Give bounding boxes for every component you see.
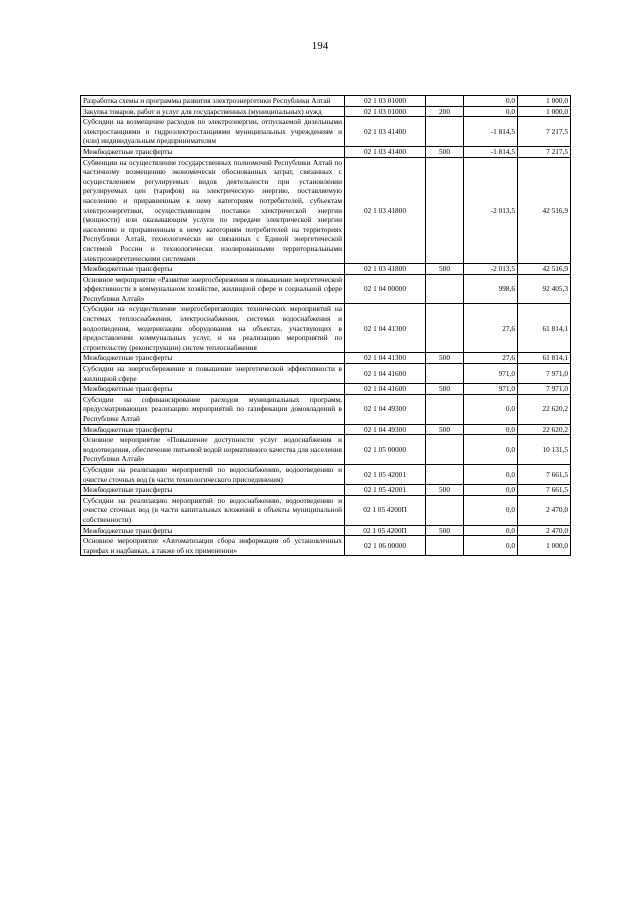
row-change: 0,0 [464,536,518,556]
table-row [81,384,571,395]
row-expense-type: 500 [426,353,464,364]
row-name: Разработка схемы и программы развития электроэнергетики Республики Алтай [81,96,345,107]
row-change: 0,0 [464,435,518,465]
row-name: Субсидии на реализацию мероприятий по водоснабжению, водоотведению и очистке сточных вод (в части капитальных вложений в объекты муниципальной собственности) [81,495,345,525]
row-code: 02 1 04 41300 [345,304,426,353]
row-code: 02 1 03 41800 [345,157,426,264]
row-name: Субсидии на энергосбережение и повышение энергетической эффективности в жилищной сфере [81,364,345,384]
row-total: 42 516,9 [518,157,571,264]
row-name: Межбюджетные трансферты [81,384,345,395]
row-total: 61 814,1 [518,353,571,364]
row-expense-type [426,495,464,525]
row-code: 02 1 04 49300 [345,394,426,424]
row-name: Закупка товаров, работ и услуг для государственных (муниципальных) нужд [81,106,345,117]
row-expense-type [426,304,464,353]
row-total: 1 000,0 [518,536,571,556]
row-total: 7 971,0 [518,384,571,395]
row-code: 02 1 04 41600 [345,384,426,395]
row-expense-type [426,394,464,424]
row-code: 02 1 04 49300 [345,424,426,435]
table-row [81,117,571,147]
row-code: 02 1 03 41800 [345,264,426,275]
row-change: -1 814,5 [464,117,518,147]
row-expense-type: 500 [426,424,464,435]
row-change: 0,0 [464,495,518,525]
table-row [81,485,571,496]
row-expense-type: 200 [426,106,464,117]
table-row [81,264,571,275]
row-change: -2 013,5 [464,157,518,264]
row-total: 22 620,2 [518,394,571,424]
row-name: Межбюджетные трансферты [81,424,345,435]
row-total: 7 217,5 [518,117,571,147]
row-change: 0,0 [464,464,518,484]
row-code: 02 1 03 01000 [345,96,426,107]
page-number: 194 [311,40,329,52]
table-row [81,424,571,435]
row-name: Межбюджетные трансферты [81,525,345,536]
row-total: 1 000,0 [518,106,571,117]
table-row [81,495,571,525]
table-row [81,146,571,157]
row-name: Субсидии на софинансирование расходов муниципальных программ, предусматривающих реализацию мероприятий по газификации домовладений в Республике Алтай [81,394,345,424]
table-row [81,157,571,264]
row-code: 02 1 05 42001 [345,485,426,496]
row-change: 27,6 [464,353,518,364]
row-change: 27,6 [464,304,518,353]
row-code: 02 1 03 41400 [345,117,426,147]
row-code: 02 1 03 41400 [345,146,426,157]
row-name: Субсидии на возмещение расходов по электроэнергии, отпускаемой дизельными электростанциями и гидроэлектростанциями муниципальных учреждениям и (или) индивидуальным предпринимателям [81,117,345,147]
row-total: 7 661,5 [518,464,571,484]
row-name: Субсидии на осуществление энергосберегающих технических мероприятий на системах теплоснабжения, электроснабжения, системах водоснабжения и водоотведения, модернизации оборудования на объектах, участвующих в предоставлении коммунальных услуг, и на реализацию мероприятий по строительству (реконструкции) систем теплоснабжения [81,304,345,353]
row-code: 02 1 03 01000 [345,106,426,117]
row-change: 0,0 [464,485,518,496]
table-row [81,274,571,304]
row-code: 02 1 06 00000 [345,536,426,556]
row-code: 02 1 04 41600 [345,364,426,384]
row-change: -2 013,5 [464,264,518,275]
row-change: 971,0 [464,384,518,395]
row-change: -1 814,5 [464,146,518,157]
row-name: Межбюджетные трансферты [81,485,345,496]
row-name: Межбюджетные трансферты [81,353,345,364]
row-name: Межбюджетные трансферты [81,264,345,275]
table-row [81,536,571,556]
row-code: 02 1 05 4200П [345,525,426,536]
row-total: 2 470,0 [518,495,571,525]
row-expense-type [426,274,464,304]
row-name: Основное мероприятие «Повышение доступности услуг водоснабжения и водоотведения, обеспечение питьевой водой нормативного качества для населения Республики Алтай» [81,435,345,465]
row-expense-type [426,364,464,384]
row-total: 1 000,0 [518,96,571,107]
row-expense-type [426,96,464,107]
table-row [81,525,571,536]
row-change: 0,0 [464,394,518,424]
row-expense-type: 500 [426,384,464,395]
row-total: 2 470,0 [518,525,571,536]
row-expense-type [426,117,464,147]
row-code: 02 1 05 4200П [345,495,426,525]
table-row [81,96,571,107]
row-code: 02 1 04 41300 [345,353,426,364]
row-name: Субсидии на реализацию мероприятий по водоснабжению, водоотведению и очистке сточных вод (в части технологического присоединения) [81,464,345,484]
table-row [81,304,571,353]
row-name: Основное мероприятие «Развитие энергосбережения и повышение энергетической эффективности в коммунальном хозяйстве, жилищной сфере и социальной сфере Республики Алтай» [81,274,345,304]
row-total: 22 620,2 [518,424,571,435]
row-change: 0,0 [464,106,518,117]
budget-table [80,95,571,556]
row-name: Межбюджетные трансферты [81,146,345,157]
row-change: 0,0 [464,424,518,435]
row-change: 0,0 [464,96,518,107]
row-change: 998,6 [464,274,518,304]
table-row [81,364,571,384]
row-change: 0,0 [464,525,518,536]
row-name: Субвенции на осуществление государственных полномочий Республики Алтай по частичному возмещению экономически обоснованных затрат, связанных с осуществлением регулируемых видов деятельности при установлении регулируемых цен (тарифов) на электрическую энергию, поставляемую населению и приравненным к нему категориям потребителей, субъектам электроэнергетики, осуществляющим поставки электрической энергии (мощности) или оказывающим услуги по передаче электрической энергии населению и приравненным к нему категориям потребителей на территориях Республики Алтай, технологически не связанных с Единой энергетической системой России и технологически изолированными территориальными электроэнергетическими системами [81,157,345,264]
row-code: 02 1 05 42001 [345,464,426,484]
row-expense-type: 500 [426,146,464,157]
table-row [81,394,571,424]
table-row [81,464,571,484]
table-row [81,353,571,364]
row-expense-type [426,157,464,264]
row-total: 7 661,5 [518,485,571,496]
row-code: 02 1 05 00000 [345,435,426,465]
row-total: 10 131,5 [518,435,571,465]
row-expense-type [426,536,464,556]
row-change: 971,0 [464,364,518,384]
row-expense-type [426,464,464,484]
row-code: 02 1 04 00000 [345,274,426,304]
row-total: 7 217,5 [518,146,571,157]
row-total: 7 971,0 [518,364,571,384]
row-expense-type: 500 [426,485,464,496]
row-total: 42 516,9 [518,264,571,275]
table-row [81,435,571,465]
row-name: Основное мероприятие «Автоматизация сбора информации об установленных тарифах и надбавках, а также об их применении» [81,536,345,556]
table-row [81,106,571,117]
row-expense-type: 500 [426,264,464,275]
row-total: 92 405,3 [518,274,571,304]
row-total: 61 814,1 [518,304,571,353]
row-expense-type: 500 [426,525,464,536]
row-expense-type [426,435,464,465]
